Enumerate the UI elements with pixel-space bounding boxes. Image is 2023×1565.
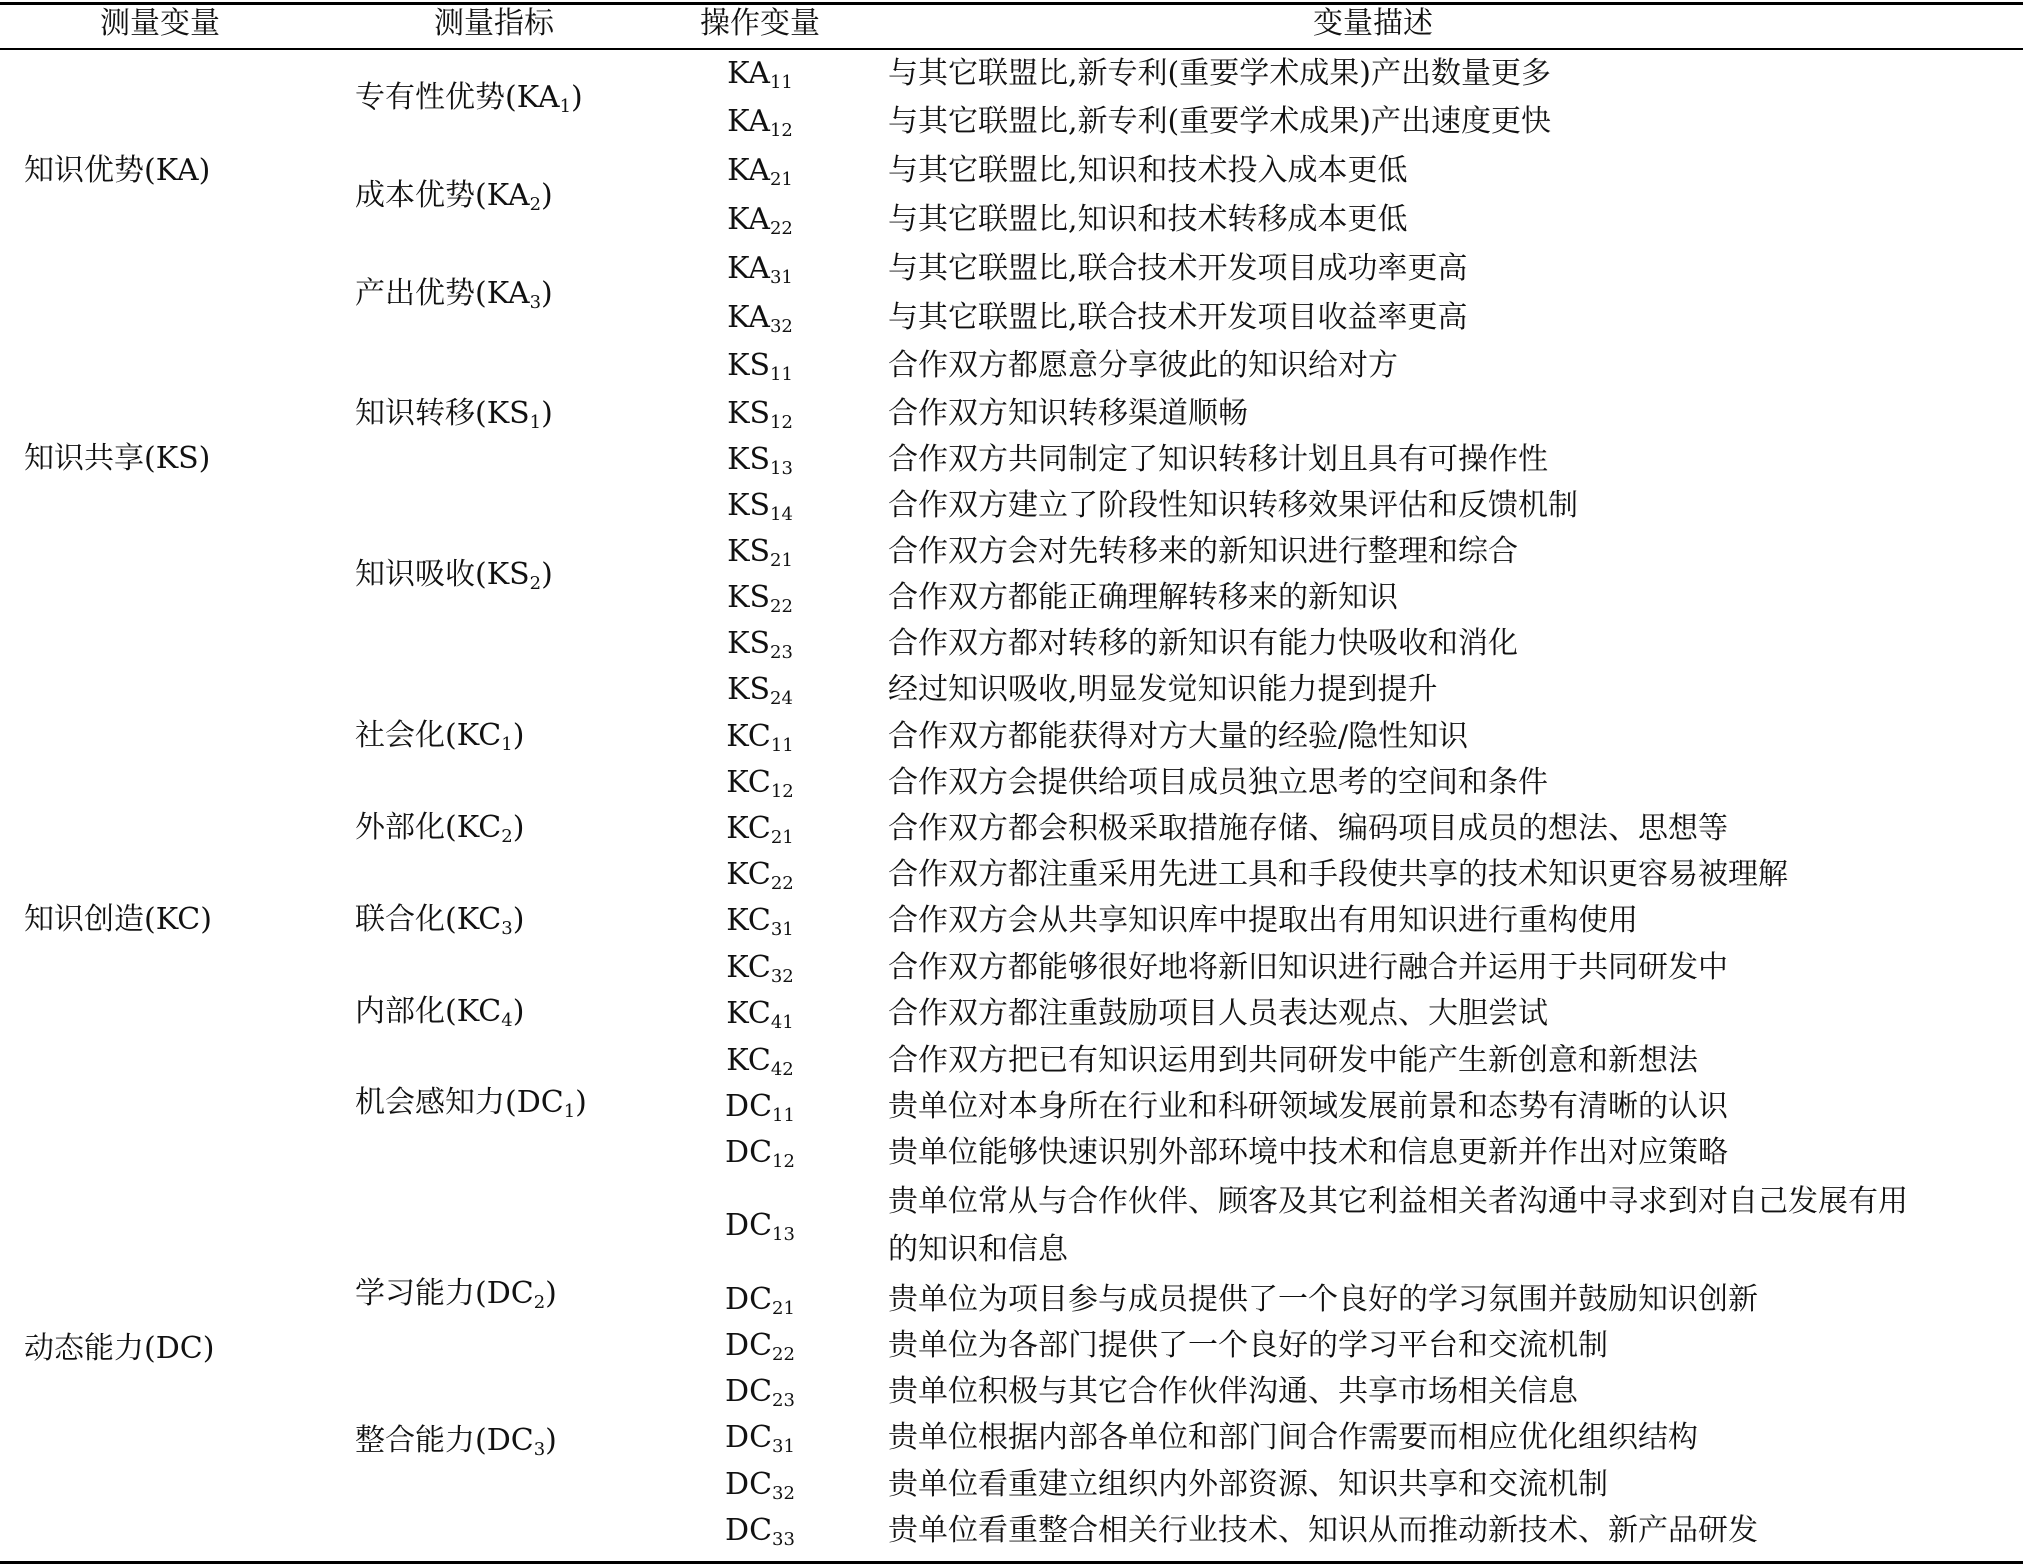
variable-description: 合作双方都能够很好地将新旧知识进行融合并运用于共同研发中 (888, 950, 1728, 985)
operation-variable-code: $KC_{31}$ (726, 903, 794, 940)
operation-variable-code: $KC_{21}$ (726, 811, 794, 848)
variable-description: 贵单位常从与合作伙伴、顾客及其它利益相关者沟通中寻求到对自己发展有用 (888, 1184, 1908, 1219)
operation-variable-code: $DC_{31}$ (725, 1420, 795, 1457)
variable-description: 贵单位积极与其它合作伙伴沟通、共享市场相关信息 (888, 1374, 1578, 1409)
header-operation-variable: 操作变量 (700, 6, 820, 41)
operation-variable-code: $KS_{22}$ (727, 580, 793, 617)
operation-variable-code: $DC_{32}$ (725, 1467, 795, 1504)
operation-variable-code: $DC_{21}$ (725, 1282, 795, 1319)
operation-variable-code: $DC_{33}$ (725, 1513, 795, 1550)
operation-variable-code: $KC_{32}$ (726, 950, 794, 987)
variable-description: 合作双方会提供给项目成员独立思考的空间和条件 (888, 765, 1548, 800)
indicator-label: 产出优势$(KA_3)$ (355, 276, 553, 313)
operation-variable-code: $KA_{11}$ (727, 56, 793, 93)
indicator-label: 内部化$(KC_4)$ (355, 994, 525, 1031)
operation-variable-code: $KC_{11}$ (726, 719, 794, 756)
operation-variable-code: $KC_{42}$ (726, 1043, 794, 1080)
operation-variable-code: $KC_{41}$ (726, 996, 794, 1033)
operation-variable-code: $KS_{11}$ (727, 348, 793, 385)
variable-description: 合作双方会从共享知识库中提取出有用知识进行重构使用 (888, 903, 1638, 938)
operation-variable-code: $KS_{21}$ (727, 534, 793, 571)
operation-variable-code: $DC_{13}$ (725, 1208, 795, 1245)
variable-description: 合作双方都会积极采取措施存储、编码项目成员的想法、思想等 (888, 811, 1728, 846)
indicator-label: 整合能力$(DC_3)$ (355, 1423, 557, 1460)
operation-variable-code: $KS_{14}$ (727, 488, 793, 525)
table-top-rule (0, 2, 2023, 5)
header-description: 变量描述 (1313, 6, 1433, 41)
operation-variable-code: $DC_{12}$ (725, 1135, 795, 1172)
variable-description-continued: 的知识和信息 (888, 1232, 1068, 1267)
operation-variable-code: $KS_{23}$ (727, 626, 793, 663)
variable-description: 贵单位根据内部各单位和部门间合作需要而相应优化组织结构 (888, 1420, 1698, 1455)
variable-description: 合作双方都注重采用先进工具和手段使共享的技术知识更容易被理解 (888, 857, 1788, 892)
variable-description: 与其它联盟比,新专利(重要学术成果)产出数量更多 (888, 56, 1551, 91)
variable-description: 合作双方都能获得对方大量的经验/隐性知识 (888, 719, 1469, 754)
variable-description: 合作双方会对先转移来的新知识进行整理和综合 (888, 534, 1518, 569)
variable-description: 与其它联盟比,联合技术开发项目收益率更高 (888, 300, 1468, 335)
indicator-label: 专有性优势$(KA_1)$ (355, 80, 583, 117)
variable-description: 贵单位能够快速识别外部环境中技术和信息更新并作出对应策略 (888, 1135, 1728, 1170)
indicator-label: 成本优势$(KA_2)$ (355, 178, 553, 215)
table-header-rule (0, 48, 2023, 50)
variable-description: 合作双方都注重鼓励项目人员表达观点、大胆尝试 (888, 996, 1548, 1031)
operation-variable-code: $KA_{21}$ (727, 153, 793, 190)
operation-variable-code: $KA_{32}$ (727, 300, 793, 337)
variable-description: 贵单位看重建立组织内外部资源、知识共享和交流机制 (888, 1467, 1608, 1502)
indicator-label: 机会感知力$(DC_1)$ (355, 1085, 587, 1122)
table-bottom-rule (0, 1561, 2023, 1564)
group-label: 知识创造(KC) (24, 902, 212, 937)
variable-description: 与其它联盟比,新专利(重要学术成果)产出速度更快 (888, 104, 1551, 139)
operation-variable-code: $DC_{22}$ (725, 1328, 795, 1365)
operation-variable-code: $KS_{12}$ (727, 396, 793, 433)
operation-variable-code: $KS_{13}$ (727, 442, 793, 479)
variable-description: 与其它联盟比,知识和技术投入成本更低 (888, 153, 1408, 188)
operation-variable-code: $KA_{31}$ (727, 251, 793, 288)
indicator-label: 社会化$(KC_1)$ (355, 718, 525, 755)
group-label: 动态能力(DC) (24, 1331, 215, 1366)
group-label: 知识共享(KS) (24, 441, 211, 476)
variable-description: 合作双方把已有知识运用到共同研发中能产生新创意和新想法 (888, 1043, 1698, 1078)
variable-description: 与其它联盟比,知识和技术转移成本更低 (888, 202, 1408, 237)
variable-description: 合作双方都对转移的新知识有能力快吸收和消化 (888, 626, 1518, 661)
variable-description: 合作双方都能正确理解转移来的新知识 (888, 580, 1398, 615)
operation-variable-code: $KC_{12}$ (726, 765, 794, 802)
operation-variable-code: $KS_{24}$ (727, 672, 793, 709)
variable-description: 贵单位为各部门提供了一个良好的学习平台和交流机制 (888, 1328, 1608, 1363)
indicator-label: 知识转移$(KS_1)$ (355, 396, 553, 433)
variable-description: 经过知识吸收,明显发觉知识能力提到提升 (888, 672, 1438, 707)
variable-description: 合作双方知识转移渠道顺畅 (888, 396, 1248, 431)
indicator-label: 外部化$(KC_2)$ (355, 810, 525, 847)
operation-variable-code: $DC_{23}$ (725, 1374, 795, 1411)
variable-description: 贵单位为项目参与成员提供了一个良好的学习氛围并鼓励知识创新 (888, 1282, 1758, 1317)
indicator-label: 联合化$(KC_3)$ (355, 902, 525, 939)
operation-variable-code: $DC_{11}$ (725, 1089, 795, 1126)
variable-description: 合作双方都愿意分享彼此的知识给对方 (888, 348, 1398, 383)
variable-description: 合作双方共同制定了知识转移计划且具有可操作性 (888, 442, 1548, 477)
indicator-label: 知识吸收$(KS_2)$ (355, 557, 553, 594)
header-indicator: 测量指标 (434, 6, 554, 41)
header-measure-variable: 测量变量 (100, 6, 220, 41)
operation-variable-code: $KA_{12}$ (727, 104, 793, 141)
variable-description: 贵单位对本身所在行业和科研领域发展前景和态势有清晰的认识 (888, 1089, 1728, 1124)
variable-description: 贵单位看重整合相关行业技术、知识从而推动新技术、新产品研发 (888, 1513, 1758, 1548)
variable-description: 合作双方建立了阶段性知识转移效果评估和反馈机制 (888, 488, 1578, 523)
operation-variable-code: $KC_{22}$ (726, 857, 794, 894)
variable-description: 与其它联盟比,联合技术开发项目成功率更高 (888, 251, 1468, 286)
operation-variable-code: $KA_{22}$ (727, 202, 793, 239)
group-label: 知识优势(KA) (24, 153, 211, 188)
indicator-label: 学习能力$(DC_2)$ (355, 1276, 557, 1313)
